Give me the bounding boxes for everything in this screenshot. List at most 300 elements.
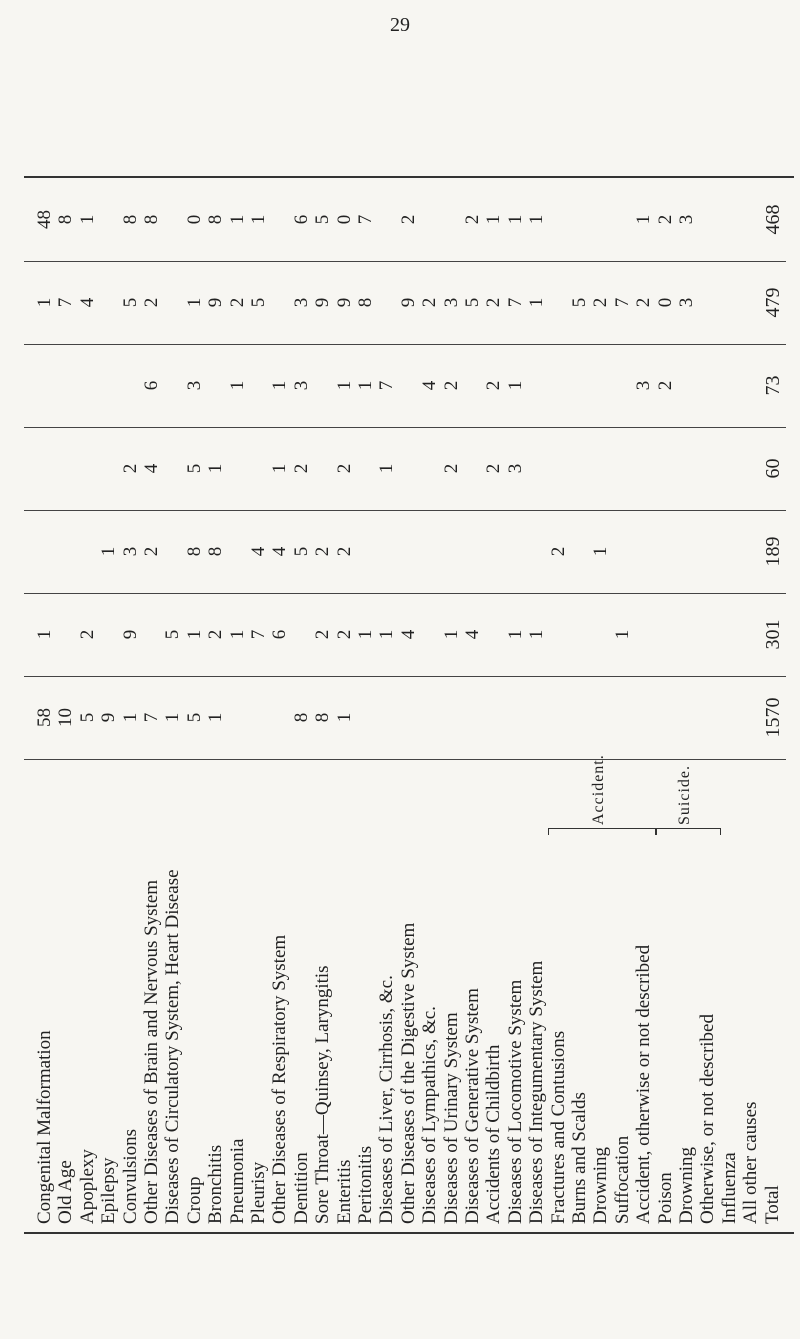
table-cell [98, 344, 120, 427]
table-cell [291, 593, 313, 676]
cause-label: Other Diseases of Brain and Nervous System [141, 879, 162, 1224]
table-cell: 8 [119, 214, 141, 225]
table-cell: 1 [504, 380, 526, 391]
table-cell [612, 510, 634, 593]
table-cell: 1 [611, 629, 633, 640]
table-cell [55, 344, 77, 427]
table-cell [590, 427, 612, 510]
table-cell [376, 261, 398, 344]
table-cell: 5 [248, 297, 269, 308]
table-cell [120, 344, 142, 427]
table-cell [548, 178, 570, 261]
table-cell: 2 [419, 297, 441, 308]
table-cell [419, 510, 441, 593]
data-column [24, 593, 786, 677]
table-cell [740, 427, 762, 510]
table-cell [248, 676, 270, 759]
table-cell [569, 344, 591, 427]
column-total: 60 [761, 458, 784, 479]
table-cell [719, 261, 741, 344]
cause-row [269, 935, 291, 1224]
column-total: 73 [761, 375, 784, 396]
page-number: 29 [390, 14, 410, 36]
group-brace [655, 828, 721, 835]
table-cell: 7 [248, 629, 269, 640]
table-cell: 1 [333, 712, 355, 723]
table-cell [77, 427, 99, 510]
table-cell [612, 178, 634, 261]
table-cell [483, 676, 505, 759]
table-cell: 2 [397, 214, 419, 225]
cause-row [548, 1031, 570, 1224]
table-cell [227, 676, 249, 759]
table-cell [77, 510, 99, 593]
table-cell: 2 [483, 380, 505, 391]
table-cell: 0 [333, 214, 355, 225]
table-cell: 5 [162, 629, 184, 640]
table-cell: 2 [312, 629, 334, 640]
table-cell: 2 [119, 463, 141, 474]
table-body [24, 178, 786, 1230]
cause-row [98, 1158, 120, 1225]
cause-label: Diseases of Urinary System [440, 1012, 462, 1224]
table-cell: 1 [183, 629, 205, 640]
table-cell: 2 [654, 380, 676, 391]
table-cell [98, 261, 120, 344]
table-cell [269, 178, 291, 261]
table-cell: 7 [504, 297, 526, 308]
table-cell [248, 427, 270, 510]
table-cell [141, 593, 163, 676]
table-cell: 3 [290, 297, 312, 308]
table-cell: 8 [141, 214, 162, 225]
cause-label: Pleurisy [248, 1161, 269, 1224]
table-cell [697, 261, 719, 344]
table-cell [740, 261, 762, 344]
table-cell: 2 [590, 297, 612, 308]
table-cell: 1 [269, 463, 291, 474]
table-cell: 0 [183, 214, 205, 225]
table-cell [98, 593, 120, 676]
table-cell [55, 593, 77, 676]
cause-row [526, 961, 548, 1224]
table-cell: 1 [376, 629, 398, 640]
table-cell [441, 510, 463, 593]
cause-label: Enteritis [333, 1159, 355, 1224]
table-cell [205, 344, 227, 427]
table-cell [526, 427, 548, 510]
table-cell: 2 [333, 463, 355, 474]
cause-label: Apoplexy [76, 1149, 98, 1224]
cause-row [141, 880, 163, 1224]
table-cell [719, 593, 741, 676]
table-cell: 5 [290, 546, 312, 557]
cause-label: Drowning [676, 1146, 697, 1224]
cause-row [227, 1139, 249, 1225]
table-cell [441, 676, 463, 759]
table-cell: 4 [76, 297, 98, 308]
cause-label: Bronchitis [205, 1144, 227, 1224]
data-column [24, 261, 786, 345]
table-cell [655, 427, 677, 510]
table-cell [162, 261, 184, 344]
rotated-table [24, 178, 786, 1230]
table-cell [483, 593, 505, 676]
table-cell: 2 [226, 297, 248, 308]
table-cell [312, 427, 334, 510]
table-cell [569, 427, 591, 510]
table-cell: 2 [205, 629, 227, 640]
cause-label: Other Diseases of Respiratory System [269, 934, 291, 1224]
table-cell [612, 344, 634, 427]
cause-label: Influenza [718, 1152, 740, 1224]
cause-row [291, 1152, 313, 1224]
table-cell [697, 510, 719, 593]
table-cell: 1 [504, 214, 526, 225]
table-cell: 1 [333, 380, 355, 391]
table-cell: 7 [376, 380, 398, 391]
cause-label: Diseases of Liver, Cirrhosis, &c. [376, 975, 398, 1224]
table-cell [312, 344, 334, 427]
table-cell: 7 [141, 712, 162, 723]
table-cell: 3 [676, 297, 697, 308]
cause-label: Diseases of Lympathics, &c. [419, 1006, 441, 1224]
cause-row [441, 1012, 463, 1224]
table-cell [34, 427, 56, 510]
table-cell [548, 344, 570, 427]
table-cell: 1 [483, 214, 505, 225]
table-cell [505, 676, 527, 759]
table-cell: 5 [569, 297, 590, 308]
cause-label: All other causes [740, 1101, 762, 1224]
table-cell: 8 [290, 712, 312, 723]
table-cell: 1 [98, 546, 120, 557]
cause-row [483, 1045, 505, 1224]
table-cell: 58 [34, 708, 55, 727]
cause-row [355, 1146, 377, 1224]
cause-label: Otherwise, or not described [697, 1014, 719, 1224]
table-cell: 5 [312, 214, 334, 225]
cause-row [462, 988, 484, 1224]
table-cell [590, 676, 612, 759]
table-cell [441, 178, 463, 261]
table-cell [548, 676, 570, 759]
table-cell [419, 676, 441, 759]
table-cell [355, 676, 377, 759]
table-cell: 2 [312, 546, 334, 557]
cause-row [697, 1014, 719, 1224]
cause-label: Epilepsy [98, 1157, 120, 1224]
table-cell [740, 344, 762, 427]
table-cell [355, 427, 377, 510]
table-cell: 7 [55, 297, 77, 308]
table-cell: 1 [526, 214, 548, 225]
table-cell: 2 [633, 297, 655, 308]
table-cell [376, 676, 398, 759]
table-cell [633, 427, 655, 510]
table-cell: 5 [119, 297, 141, 308]
table-cell [676, 427, 698, 510]
table-cell: 8 [55, 214, 77, 225]
table-cell: 5 [76, 712, 98, 723]
table-cell: 3 [504, 463, 526, 474]
table-cell [676, 593, 698, 676]
table-cell [98, 427, 120, 510]
cause-label: Pneumonia [226, 1138, 248, 1224]
cause-row [184, 1177, 206, 1225]
table-cell: 7 [355, 214, 376, 225]
table-cell: 5 [183, 463, 205, 474]
table-cell [569, 178, 591, 261]
table-cell [569, 593, 591, 676]
table-cell: 9 [98, 712, 120, 723]
table-cell [55, 510, 77, 593]
cause-label: Accidents of Childbirth [483, 1044, 505, 1224]
table-cell [162, 510, 184, 593]
table-cell: 1 [269, 380, 291, 391]
table-cell [719, 427, 741, 510]
table-cell: 1 [633, 214, 655, 225]
table-cell [462, 676, 484, 759]
column-total: 468 [761, 204, 784, 235]
table-cell: 1 [526, 297, 548, 308]
cause-label: Other Diseases of the Digestive System [397, 922, 419, 1224]
table-cell: 6 [141, 380, 162, 391]
cause-label: Fractures and Contusions [547, 1030, 569, 1224]
table-cell: 2 [333, 629, 355, 640]
table-cell: 1 [226, 214, 248, 225]
table-cell [697, 178, 719, 261]
cause-label: Congenital Malformation [34, 1030, 55, 1224]
table-cell: 2 [440, 380, 462, 391]
cause-row [505, 980, 527, 1224]
table-cell [569, 510, 591, 593]
table-cell [227, 510, 249, 593]
table-cell: 1 [440, 629, 462, 640]
cause-row [205, 1145, 227, 1224]
group-label: Suicide. [676, 765, 693, 825]
table-cell [676, 344, 698, 427]
table-cell: 3 [633, 380, 655, 391]
column-total: 189 [761, 536, 784, 567]
table-cell [227, 427, 249, 510]
table-cell [419, 178, 441, 261]
table-cell: 10 [55, 708, 77, 727]
table-cell [162, 344, 184, 427]
table-cell: 1 [76, 214, 98, 225]
table-cell [569, 676, 591, 759]
table-cell [526, 510, 548, 593]
table-cell: 4 [269, 546, 291, 557]
table-cell: 1 [205, 463, 227, 474]
table-cell [248, 344, 270, 427]
table-cell: 2 [141, 297, 162, 308]
column-total: 1570 [761, 697, 784, 738]
cause-label: Drowning [590, 1146, 612, 1224]
cause-row [633, 945, 655, 1224]
table-cell: 2 [483, 463, 505, 474]
cause-row [719, 1152, 741, 1224]
table-cell [655, 510, 677, 593]
table-cell: 3 [183, 380, 205, 391]
cause-row [248, 1162, 270, 1224]
table-cell [55, 427, 77, 510]
table-cell [376, 510, 398, 593]
table-cell [419, 427, 441, 510]
table-cell [526, 344, 548, 427]
table-cell: 2 [462, 214, 483, 225]
data-column [24, 676, 786, 760]
cause-row [376, 975, 398, 1224]
cause-row [77, 1149, 99, 1224]
table-cell [633, 593, 655, 676]
cause-label: Diseases of Generative System [462, 988, 483, 1224]
table-cell: 1 [590, 546, 612, 557]
table-cell: 6 [269, 629, 291, 640]
cause-label: Accident, otherwise or not described [633, 944, 655, 1224]
table-cell [740, 676, 762, 759]
table-cell: 1 [355, 629, 376, 640]
table-cell: 1 [205, 712, 227, 723]
table-cell: 1 [34, 297, 55, 308]
table-cell [398, 676, 420, 759]
table-cell: 7 [611, 297, 633, 308]
table-cell: 2 [483, 297, 505, 308]
cause-label: Dentition [290, 1152, 312, 1224]
cause-row [590, 1147, 612, 1224]
table-cell [462, 427, 484, 510]
table-cell: 2 [290, 463, 312, 474]
table-cell [655, 593, 677, 676]
bottom-rule [24, 1232, 794, 1234]
table-cell: 8 [312, 712, 334, 723]
table-cell: 4 [462, 629, 483, 640]
table-cell [462, 510, 484, 593]
table-cell: 4 [419, 380, 441, 391]
table-cell: 3 [290, 380, 312, 391]
table-cell: 3 [440, 297, 462, 308]
cause-label: Suffocation [611, 1135, 633, 1224]
table-cell: 9 [333, 297, 355, 308]
cause-label: Convulsions [119, 1128, 141, 1224]
table-cell: 1 [226, 380, 248, 391]
table-cell: 1 [504, 629, 526, 640]
cause-row [334, 1160, 356, 1224]
table-cell [34, 510, 56, 593]
table-cell [398, 427, 420, 510]
table-cell [740, 178, 762, 261]
table-cell [697, 344, 719, 427]
cause-row [34, 1030, 56, 1224]
group-brace [548, 828, 657, 835]
table-cell: 9 [119, 629, 141, 640]
cause-label: Peritonitis [355, 1145, 376, 1224]
table-cell [740, 593, 762, 676]
table-cell: 1 [355, 380, 376, 391]
cause-label: Total [761, 1185, 783, 1224]
table-cell [419, 593, 441, 676]
table-cell [676, 510, 698, 593]
table-cell: 5 [462, 297, 483, 308]
table-cell [162, 178, 184, 261]
table-cell [633, 676, 655, 759]
cause-row [612, 1136, 634, 1224]
table-cell: 5 [183, 712, 205, 723]
table-cell: 9 [312, 297, 334, 308]
table-cell: 2 [76, 629, 98, 640]
table-cell: 1 [34, 629, 55, 640]
table-cell [590, 178, 612, 261]
table-cell [269, 676, 291, 759]
table-cell: 3 [676, 214, 697, 225]
table-cell [590, 344, 612, 427]
table-cell [98, 178, 120, 261]
cause-row [676, 1147, 698, 1224]
cause-row [312, 965, 334, 1224]
table-cell: 1 [526, 629, 548, 640]
table-cell: 3 [119, 546, 141, 557]
cause-row [419, 1006, 441, 1224]
table-cell: 4 [397, 629, 419, 640]
table-cell: 9 [397, 297, 419, 308]
table-cell [655, 676, 677, 759]
table-cell [740, 510, 762, 593]
table-cell [548, 427, 570, 510]
table-cell: 8 [205, 214, 227, 225]
table-cell: 2 [654, 214, 676, 225]
table-cell: 2 [440, 463, 462, 474]
cause-row [162, 869, 184, 1224]
table-cell [398, 510, 420, 593]
table-cell: 8 [205, 546, 227, 557]
cause-row [120, 1129, 142, 1224]
cause-label: Croup [183, 1176, 205, 1224]
table-cell: 1 [183, 297, 205, 308]
column-total: 301 [761, 619, 784, 650]
table-cell [483, 510, 505, 593]
table-cell [719, 676, 741, 759]
table-cell [77, 344, 99, 427]
table-cell: 8 [355, 297, 376, 308]
cause-label: Poison [654, 1172, 676, 1224]
table-cell [376, 178, 398, 261]
cause-row [398, 923, 420, 1224]
table-cell [269, 261, 291, 344]
cause-label: Sore Throat—Quinsey, Laryngitis [312, 965, 334, 1224]
table-cell [462, 344, 484, 427]
data-column [24, 178, 786, 262]
table-cell [162, 427, 184, 510]
table-cell: 1 [248, 214, 269, 225]
cause-label: Burns and Scalds [569, 1092, 590, 1224]
table-cell: 1 [376, 463, 398, 474]
group-label: Accident. [590, 754, 608, 825]
data-column [24, 344, 786, 428]
table-cell: 0 [654, 297, 676, 308]
cause-row [655, 1172, 677, 1224]
table-cell [633, 510, 655, 593]
table-cell [697, 593, 719, 676]
table-cell [676, 676, 698, 759]
table-cell [548, 593, 570, 676]
data-column [24, 510, 786, 594]
table-cell [398, 344, 420, 427]
table-cell: 48 [34, 210, 55, 229]
table-cell: 1 [119, 712, 141, 723]
column-total: 479 [761, 287, 784, 318]
table-cell [719, 510, 741, 593]
table-cell [505, 510, 527, 593]
